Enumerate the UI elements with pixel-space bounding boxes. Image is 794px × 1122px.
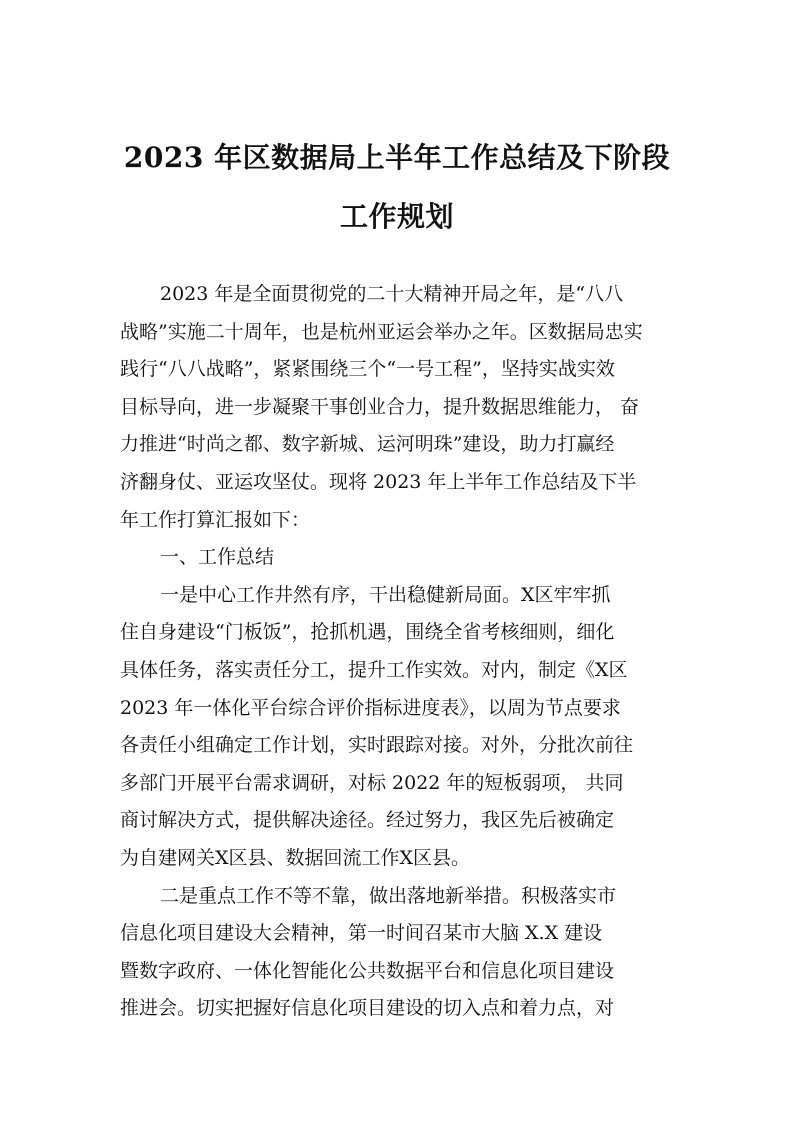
body-line: 目标导向，进一步凝聚干事创业合力，提升数据思维能力， 奋 <box>120 395 640 418</box>
body-line: 战略”实施二十周年，也是杭州亚运会举办之年。区数据局忠实 <box>120 320 643 343</box>
body-line: 信息化项目建设大会精神，第一时间召某市大脑 X.X 建设 <box>120 922 603 945</box>
document-title-line-1: 2023 年区数据局上半年工作总结及下阶段 <box>123 141 671 174</box>
body-line: 践行“八八战略”，紧紧围绕三个“一号工程”，坚持实战实效 <box>120 358 615 381</box>
body-line: 推进会。切实把握好信息化项目建设的切入点和着力点，对 <box>120 997 615 1020</box>
body-line: 商讨解决方式，提供解决途径。经过努力，我区先后被确定 <box>120 809 615 832</box>
body-line: 年工作打算汇报如下： <box>120 508 311 531</box>
body-line: 多部门开展平台需求调研，对标 2022 年的短板弱项， 共同 <box>120 771 624 794</box>
body-line: 一是中心工作井然有序，干出稳健新局面。X区牢牢抓 <box>160 583 611 606</box>
body-line: 各责任小组确定工作计划，实时跟踪对接。对外，分批次前往 <box>120 734 634 757</box>
body-line: 住自身建设“门板饭”，抢抓机遇，围绕全省考核细则，细化 <box>120 621 615 644</box>
body-line: 济翻身仗、亚运攻坚仗。现将 2023 年上半年工作总结及下半 <box>120 470 637 493</box>
body-line: 2023 年一体化平台综合评价指标进度表》，以周为节点要求 <box>120 696 621 719</box>
body-line: 力推进“时尚之都、数字新城、运河明珠”建设，助力打赢经 <box>120 433 615 456</box>
body-line: 暨数字政府、一体化智能化公共数据平台和信息化项目建设 <box>120 959 615 982</box>
document-title-line-2: 工作规划 <box>339 200 454 233</box>
body-line: 2023 年是全面贯彻党的二十大精神开局之年，是“八八 <box>160 283 624 305</box>
document-body <box>120 276 680 1028</box>
body-line: 二是重点工作不等不靠，做出落地新举措。积极落实市 <box>160 884 617 907</box>
body-line: 为自建网关X区县、数据回流工作X区县。 <box>120 846 471 869</box>
body-line: 具体任务，落实责任分工，提升工作实效。对内，制定《X区 <box>120 658 628 681</box>
section-heading: 一、工作总结 <box>160 546 275 569</box>
